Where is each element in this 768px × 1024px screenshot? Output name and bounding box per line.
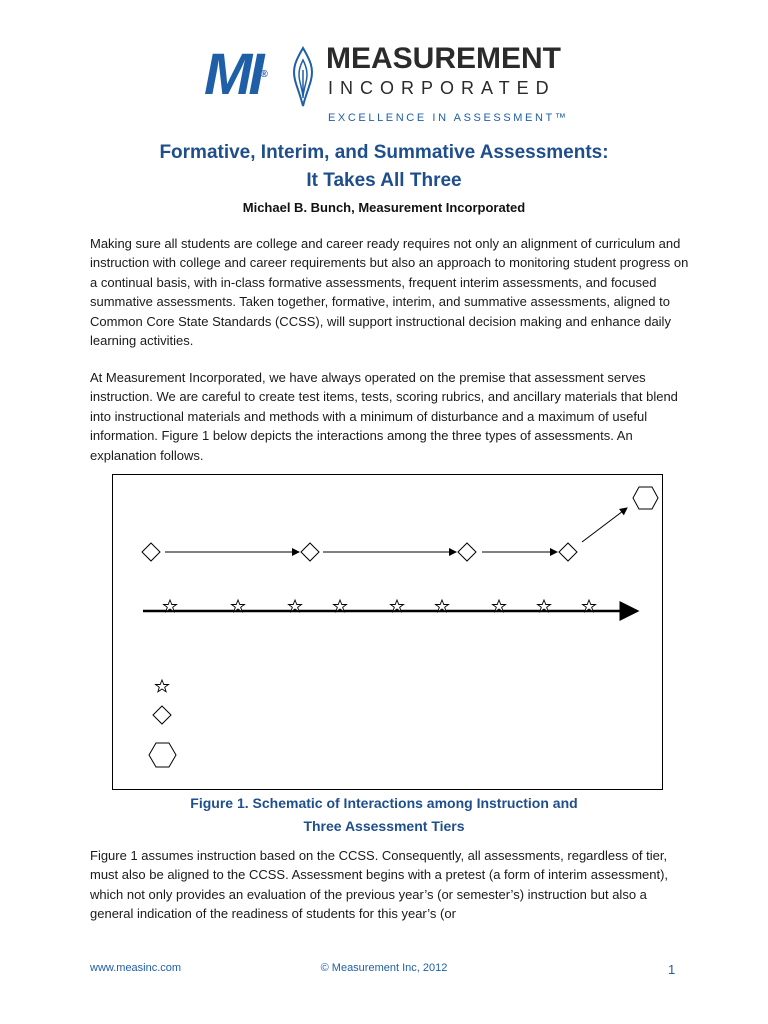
diamond-icon — [301, 543, 319, 561]
paragraph-premise: At Measurement Incorporated, we have always operated on the premise that assessment serves instruction. We are careful to create test items, tests, scoring rubrics, and ancillary materials that blend into instructional materials and methods with a minimum of disturbance and a maximum of useful information. Figure 1 below depicts the interactions among the three types of assessments. An explanation follows. — [90, 370, 678, 463]
paragraph-intro: Making sure all students are college and career ready requires not only an alignment of curriculum and instruction with college and career requirements but also an approach to monitoring student progress on a continual basis, with in-class formative assessments, frequent interim assessments, and focused summative assessments. Taken together, formative, interim, and summative assessments, aligned to Common Core State Standards (CCSS), will support instructional decision making and enhance daily learning activities. — [90, 236, 689, 349]
page-title-line2: It Takes All Three — [306, 170, 462, 191]
author-line: Michael B. Bunch, Measurement Incorporated — [242, 200, 526, 215]
legend-diamond-icon — [153, 706, 171, 724]
schematic-diagram — [113, 475, 662, 789]
diamond-icon — [458, 543, 476, 561]
legend-star-icon — [156, 680, 169, 692]
diamond-icon — [559, 543, 577, 561]
logo-mark: MI® — [204, 42, 268, 107]
hexagon-icon — [633, 487, 658, 509]
arrow-connector — [582, 508, 627, 542]
company-logo — [200, 40, 570, 130]
footer-website-link[interactable]: www.measinc.com — [90, 962, 182, 974]
flame-icon — [286, 46, 320, 110]
figure-caption-line2: Three Assessment Tiers — [303, 818, 465, 834]
footer-copyright: © Measurement Inc, 2012 — [320, 962, 448, 974]
figure-caption-line1: Figure 1. Schematic of Interactions among Instruction and — [190, 795, 578, 811]
brand-tagline: EXCELLENCE IN ASSESSMENT™ — [328, 112, 569, 124]
paragraph-figure-explanation: Figure 1 assumes instruction based on the CCSS. Consequently, all assessments, regardless of tier, must also be aligned to the CCSS. Assessment begins with a pretest (a form of interim assessment), which not only provides an evaluation of the previous year’s (or semester’s) instruction but also a general indication of the readiness of students for this year’s (or — [90, 848, 669, 922]
diamond-icon — [142, 543, 160, 561]
legend-hexagon-icon — [149, 743, 176, 767]
page-number: 1 — [668, 962, 676, 977]
figure-schematic — [112, 474, 663, 790]
brand-subtitle: INCORPORATED — [328, 78, 556, 98]
page-title-line1: Formative, Interim, and Summative Assessments: — [159, 142, 609, 163]
brand-name: MEASUREMENT — [326, 42, 562, 75]
